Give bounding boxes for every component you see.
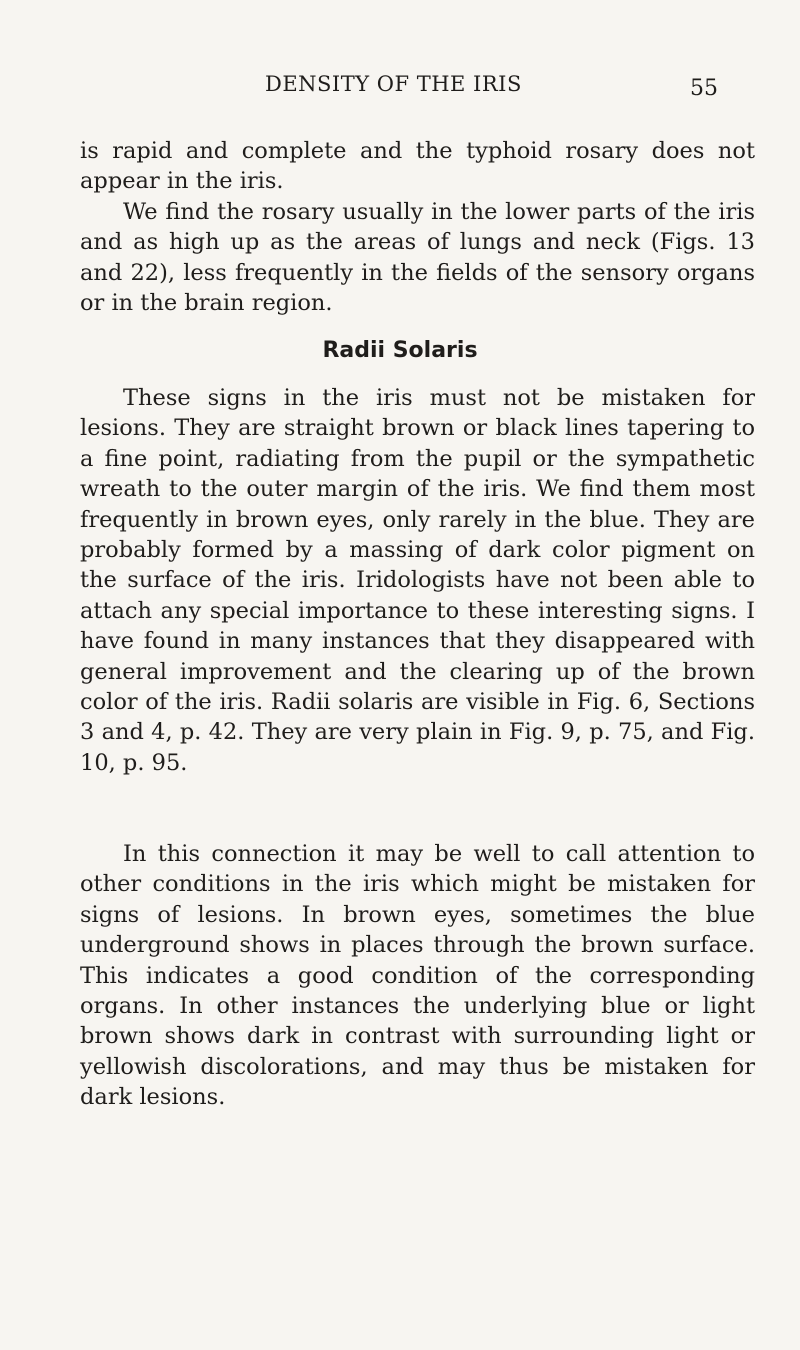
paragraph-other-conditions: In this connection it may be well to call attention to other conditions in the iris which might be mistaken for signs of lesions. In brown eyes, sometimes the blue underground shows in places through the brown surface. This indicates a good condition of the corresponding organs. In other instances the underlying blue or light brown shows dark in contrast with surrounding light or yellowish discolorations, and may thus be mistaken for dark lesions.: [80, 841, 755, 1111]
running-title: DENSITY OF THE IRIS: [265, 72, 522, 96]
paragraph-radii-solaris: These signs in the iris must not be mistaken for lesions. They are straight brown or black lines tapering to a fine point, radiating from the pupil or the sympathetic wreath to the outer margin of the iris. We find them most frequently in brown eyes, only rarely in the blue. They are probably formed by a massing of dark color pigment on the surface of the iris. Iridologists have not been able to attach any special importance to these interesting signs. I have found in many instances that they disappeared with general improvement and the clearing up of the brown color of the iris. Radii solaris are visible in Fig. 6, Sections 3 and 4, p. 42. They are very plain in Fig. 9, p. 75, and Fig. 10, p. 95.: [80, 385, 755, 776]
page-number: 55: [690, 76, 718, 101]
paragraph-rosary-location: We find the rosary usually in the lower parts of the iris and as high up as the areas of lungs and neck (Figs. 13 and 22), less frequently in the fields of the sensory organs or in the brain region.: [80, 199, 755, 317]
paragraph-continuation: is rapid and complete and the typhoid rosary does not appear in the iris.: [80, 138, 755, 195]
section-heading-radii-solaris: Radii Solaris: [322, 338, 478, 363]
